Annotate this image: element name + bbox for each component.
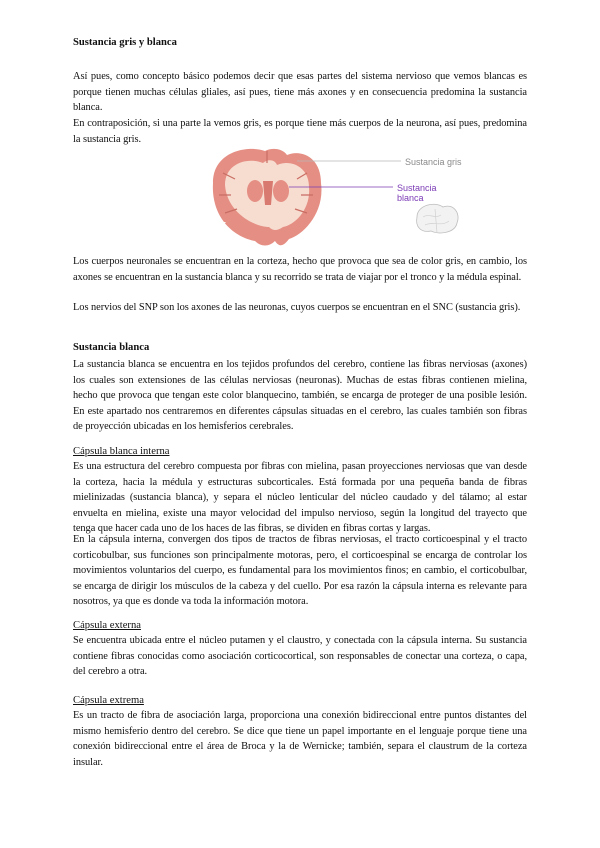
label-sustancia-gris: Sustancia gris: [405, 157, 462, 167]
document-title: Sustancia gris y blanca: [73, 37, 177, 48]
heading-capsula-interna: Cápsula blanca interna: [73, 446, 170, 457]
heading-capsula-extrema: Cápsula extrema: [73, 695, 144, 706]
heading-capsula-externa: Cápsula externa: [73, 620, 141, 631]
figure-watermark: AE: [215, 221, 227, 230]
sustancia-blanca-paragraph: La sustancia blanca se encuentra en los tejidos profundos del cerebro, contiene las fibras nerviosas (axones) los cuales son extensiones de las células nerviosas (neuronas). Muchas de estas fibras contienen mielina, hecho que provoca que tengan este color blanquecino, también, se encarga de proteger de una posible lesión. En este apartado nos centraremos en diferentes cápsulas situadas en el cerebro, las cuales también son fibras de proyección ubicadas en los hemisferios cerebrales.: [73, 359, 527, 433]
after-figure-paragraph-2: Los nervios del SNP son los axones de las neuronas, cuyos cuerpos se encuentran en el SNC (sustancia gris).: [73, 302, 521, 313]
label-sustancia-blanca: Sustancia blanca: [397, 183, 437, 203]
brain-figure: [203, 143, 463, 248]
after-figure-paragraph-1: Los cuerpos neuronales se encuentran en la corteza, hecho que provoca que sea de color gris, en cambio, los axones se encuentran en la sustancia blanca y su recorrido se trata de viajar por el tronco y la médula espinal.: [73, 256, 527, 283]
intro-paragraph-1: Así pues, como concepto básico podemos decir que esas partes del sistema nervioso que vemos blancas es porque tienen muchas células gliales, así pues, tiene más axones y en consecuencia predomina la sustancia blanca.: [73, 71, 527, 114]
capsula-extrema-paragraph: Es un tracto de fibra de asociación larga, proporciona una conexión bidireccional entre puntos distantes del mismo hemisferio dentro del cerebro. Se dice que tiene un papel importante en el lenguaje porque tiene una conexión bidireccional entre el área de Broca y la de Wernicke; también, separa el claustrum de la corteza insular.: [73, 710, 527, 768]
capsula-interna-paragraph-1: Es una estructura del cerebro compuesta por fibras con mielina, pasan proyecciones nerviosas que van desde la corteza, hacia la médula y estructuras subcorticales. Está formada por una pequeña banda de fibras mielinizadas (sustancia blanca), y separa el núcleo lenticular del núcleo caudado y del tálamo; al estar envuelta en mielina, existe una mayor velocidad del impulso nervioso, según la longitud del trayecto que tenga que hacer cada uno de los haces de las fibras, se dividen en fibras cortas y largas.: [73, 461, 527, 535]
capsula-externa-paragraph: Se encuentra ubicada entre el núcleo putamen y el claustro, y conectada con la cápsula interna. Su sustancia contiene fibras conocidas como asociación corticocortical, son responsables de conectar una corteza, o capa, del cerebro a otra.: [73, 635, 527, 678]
capsula-interna-paragraph-2: En la cápsula interna, convergen dos tipos de tractos de fibras nerviosas, el tracto corticoespinal y el tracto corticobulbar, sus funciones son principalmente motoras, pero, el corticoespinal se encarga de controlar los movimientos voluntarios del cuerpo, es fundamental para los movimientos finos; en cambio, el corticobulbar, se encarga de dirigir los músculos de la cabeza y del cuello. Por esa razón la cápsula interna es relevante para nosotros, ya que es donde va toda la información motora.: [73, 534, 527, 608]
heading-sustancia-blanca: Sustancia blanca: [73, 342, 150, 353]
intro-paragraph-2: En contraposición, si una parte la vemos gris, es porque tiene más cuerpos de la neurona, así pues, predomina la sustancia gris.: [73, 118, 527, 145]
right-nucleus-shape: [273, 180, 289, 202]
left-nucleus-shape: [247, 180, 263, 202]
brain-side-icon: [417, 204, 458, 233]
